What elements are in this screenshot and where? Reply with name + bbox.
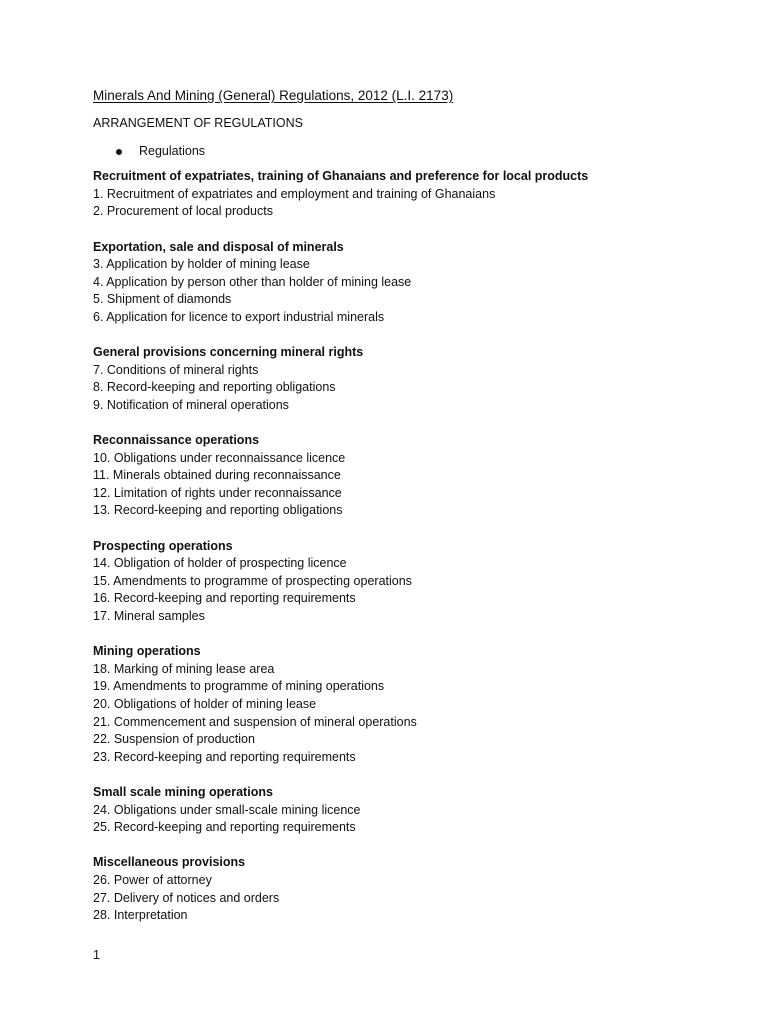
- regulation-item: 6. Application for licence to export industrial minerals: [93, 309, 385, 324]
- regulation-item: 10. Obligations under reconnaissance licence: [93, 450, 346, 465]
- regulation-item: 23. Record-keeping and reporting requirements: [93, 749, 356, 764]
- document-content: [93, 86, 733, 942]
- bullet-list: [93, 143, 733, 161]
- regulation-item: 28. Interpretation: [93, 908, 188, 923]
- regulation-item: 24. Obligations under small-scale mining licence: [93, 802, 361, 817]
- section-heading: Recruitment of expatriates, training of Ghanaians and preference for local products: [93, 169, 589, 184]
- section-heading: Miscellaneous provisions: [93, 855, 246, 870]
- regulation-section: [93, 784, 733, 837]
- regulation-item: 18. Marking of mining lease area: [93, 661, 275, 676]
- regulation-item: 19. Amendments to programme of mining operations: [93, 679, 385, 694]
- regulation-item: 14. Obligation of holder of prospecting licence: [93, 556, 347, 571]
- regulation-item: 9. Notification of mineral operations: [93, 397, 289, 412]
- arrangement-heading: ARRANGEMENT OF REGULATIONS: [93, 116, 303, 130]
- regulation-item: 25. Record-keeping and reporting requirements: [93, 820, 356, 835]
- regulation-item: 5. Shipment of diamonds: [93, 292, 232, 307]
- regulation-item: 21. Commencement and suspension of mineral operations: [93, 714, 417, 729]
- regulation-section: [93, 854, 733, 924]
- regulation-item: 8. Record-keeping and reporting obligations: [93, 380, 336, 395]
- bullet-label: Regulations: [139, 143, 206, 158]
- regulation-section: [93, 239, 733, 327]
- regulations-sections: [93, 168, 733, 925]
- bullet-icon: [116, 149, 122, 155]
- regulation-item: 20. Obligations of holder of mining lease: [93, 697, 317, 711]
- regulation-item: 22. Suspension of production: [93, 732, 255, 747]
- regulation-item: 27. Delivery of notices and orders: [93, 890, 280, 905]
- bullet-item-regulations: [93, 143, 733, 161]
- section-heading: Mining operations: [93, 644, 201, 659]
- regulation-item: 12. Limitation of rights under reconnaissance: [93, 485, 342, 500]
- regulation-section: [93, 538, 733, 626]
- regulation-item: 17. Mineral samples: [93, 609, 205, 624]
- section-heading: Exportation, sale and disposal of minerals: [93, 239, 344, 254]
- regulation-item: 1. Recruitment of expatriates and employment and training of Ghanaians: [93, 186, 496, 201]
- section-heading: Reconnaissance operations: [93, 433, 260, 448]
- regulation-section: [93, 344, 733, 414]
- regulation-section: [93, 432, 733, 520]
- document-title: Minerals And Mining (General) Regulations, 2012 (L.I. 2173): [93, 88, 454, 103]
- section-heading: Small scale mining operations: [93, 784, 273, 799]
- regulation-item: 2. Procurement of local products: [93, 204, 273, 219]
- regulation-item: 26. Power of attorney: [93, 872, 212, 887]
- regulation-item: 4. Application by person other than holder of mining lease: [93, 274, 412, 289]
- regulation-item: 7. Conditions of mineral rights: [93, 362, 259, 377]
- regulation-item: 13. Record-keeping and reporting obligations: [93, 503, 343, 518]
- regulation-item: 15. Amendments to programme of prospecting operations: [93, 573, 412, 588]
- regulation-item: 11. Minerals obtained during reconnaissance: [93, 468, 341, 483]
- section-heading: Prospecting operations: [93, 538, 233, 553]
- regulation-section: [93, 168, 733, 221]
- section-heading: General provisions concerning mineral rights: [93, 345, 364, 360]
- regulation-item: 3. Application by holder of mining lease: [93, 257, 310, 272]
- page-number: 1: [93, 948, 100, 962]
- regulation-item: 16. Record-keeping and reporting requirements: [93, 591, 356, 606]
- regulation-section: [93, 643, 733, 766]
